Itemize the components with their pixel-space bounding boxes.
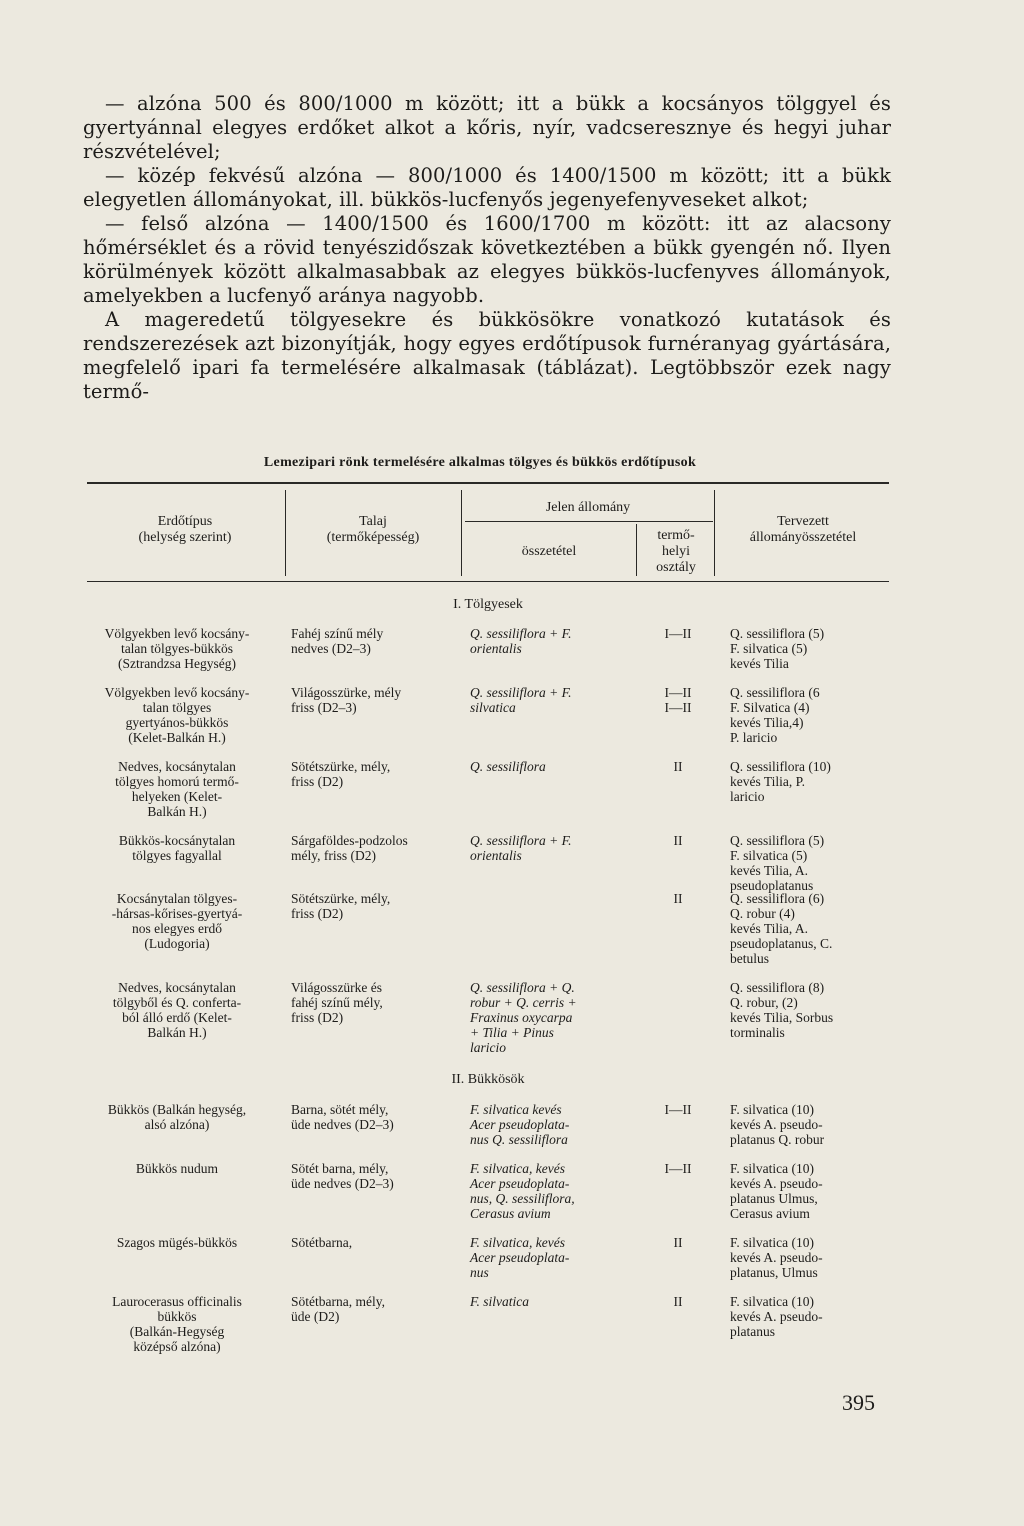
table-cell: II: [673, 833, 683, 848]
header-divider: [285, 490, 286, 576]
body-text: [83, 92, 891, 404]
table-header-bottom-rule: [87, 581, 889, 582]
table-cell: F. silvatica (10) kevés A. pseudo- platanus Ulmus, Cerasus avium: [730, 1161, 823, 1221]
table-cell: Sötét barna, mély, üde nedves (D2–3): [291, 1161, 394, 1191]
table-cell: I—II: [664, 1161, 692, 1176]
table-cell: Sötétszürke, mély, friss (D2): [291, 891, 391, 921]
header-soil: Talaj (termőképesség): [326, 514, 420, 545]
header-composition: összetétel: [521, 544, 577, 559]
table-cell: Barna, sötét mély, üde nedves (D2–3): [291, 1102, 394, 1132]
table-cell: I—II: [664, 626, 692, 641]
paragraph: — felső alzóna — 1400/1500 és 1600/1700 m között: itt az alacsony hőmérséklet és a rövid tenyészidőszak következtében a bükk gyengén nő. Ilyen körülmények között alkalmasabbak az elegyes bükkös-lucfenyves állományok, amelyekben a lucfenyő aránya nagyobb.: [83, 212, 891, 307]
header-class: termő- helyi osztály: [656, 528, 696, 575]
table-cell: Sötétbarna, mély, üde (D2): [291, 1294, 385, 1324]
table-cell: Sárgaföldes-podzolos mély, friss (D2): [291, 833, 408, 863]
table-cell: Q. sessiliflora (5) F. silvatica (5) kevés Tilia: [730, 626, 825, 671]
paragraph: — közép fekvésű alzóna — 800/1000 és 1400/1500 m között; itt a bükk elegyetlen állományokat, ill. bükkös-lucfenyős jegenyefenyveseket alkot;: [83, 164, 891, 211]
header-planned: Tervezett állományösszetétel: [749, 514, 857, 545]
table-cell: F. silvatica (10) kevés A. pseudo- platanus, Ulmus: [730, 1235, 823, 1280]
header-divider: [461, 490, 462, 576]
table-cell: II: [673, 1294, 683, 1309]
table-cell: F. silvatica (10) kevés A. pseudo- platanus Q. robur: [730, 1102, 825, 1147]
table-cell: II: [673, 1235, 683, 1250]
table-cell: Bükkös nudum: [135, 1161, 219, 1176]
table-cell: Q. sessiliflora (10) kevés Tilia, P. laricio: [730, 759, 831, 804]
table-cell: Kocsánytalan tölgyes- -hársas-kőrises-gyertyá- nos elegyes erdő (Ludogoria): [111, 891, 243, 951]
table-cell: F. silvatica: [470, 1294, 529, 1309]
table-cell: II: [673, 891, 683, 906]
table-cell: Nedves, kocsánytalan tölgyes homorú termő- helyeken (Kelet- Balkán H.): [115, 759, 239, 819]
table-cell: Sötétszürke, mély, friss (D2): [291, 759, 391, 789]
paragraph: A mageredetű tölgyesekre és bükkösökre vonatkozó kutatások és rendszerezések azt bizonyítják, hogy egyes erdőtípusok furnéranyag gyártására, megfelelő ipari fa termelésére alkalmasak (táblázat). Legtöbbször ezek nagy termő-: [83, 308, 891, 403]
table-cell: Q. sessiliflora: [470, 759, 546, 774]
current-group-rule: [465, 521, 713, 522]
table-cell: F. silvatica (10) kevés A. pseudo- platanus: [730, 1294, 823, 1339]
table-cell: II: [673, 759, 683, 774]
table-cell: Q. sessiliflora + F. orientalis: [470, 833, 572, 863]
header-divider: [714, 490, 715, 576]
table-cell: Völgyekben levő kocsány- talan tölgyes-bükkös (Sztrandzsa Hegység): [104, 626, 250, 671]
table-cell: Q. sessiliflora + Q. robur + Q. cerris + Fraxinus oxycarpa + Tilia + Pinus laricio: [470, 980, 577, 1055]
table-cell: Szagos mügés-bükkös: [116, 1235, 238, 1250]
table-title: Lemezipari rönk termelésére alkalmas tölgyes és bükkös erdőtípusok: [263, 455, 697, 470]
table-cell: Bükkös-kocsánytalan tölgyes fagyallal: [118, 833, 236, 863]
page-number: 395: [842, 1390, 875, 1415]
table-cell: Laurocerasus officinalis bükkös (Balkán-Hegység középső alzóna): [112, 1294, 242, 1354]
table-cell: Világosszürke, mély friss (D2–3): [291, 685, 402, 715]
table-cell: Q. sessiliflora (6 F. Silvatica (4) kevés Tilia,4) P. laricio: [730, 685, 820, 745]
table-cell: Q. sessiliflora (8) Q. robur, (2) kevés Tilia, Sorbus torminalis: [730, 980, 834, 1040]
table-cell: Völgyekben levő kocsány- talan tölgyes gyertyános-bükkös (Kelet-Balkán H.): [104, 685, 250, 745]
table-cell: Bükkös (Balkán hegység, alsó alzóna): [107, 1102, 247, 1132]
table-cell: Nedves, kocsánytalan tölgyből és Q. conferta- ból álló erdő (Kelet- Balkán H.): [112, 980, 242, 1040]
table-cell: Világosszürke és fahéj színű mély, friss (D2): [291, 980, 383, 1025]
section-title: II. Bükkösök: [451, 1072, 525, 1087]
table-cell: I—II: [664, 1102, 692, 1117]
header-current: Jelen állomány: [545, 500, 631, 515]
header-divider: [636, 524, 637, 576]
section-title: I. Tölgyesek: [453, 597, 523, 612]
table-cell: F. silvatica, kevés Acer pseudoplata- nus: [470, 1235, 570, 1280]
paragraph: — alzóna 500 és 800/1000 m között; itt a bükk a kocsányos tölggyel és gyertyánnal elegyes erdőket alkot a kőris, nyír, vadcseresznye és hegyi juhar részvételével;: [83, 92, 891, 163]
header-type: Erdőtípus (helység szerint): [138, 514, 232, 545]
table-cell: F. silvatica, kevés Acer pseudoplata- nus, Q. sessiliflora, Cerasus avium: [470, 1161, 575, 1221]
table-top-rule: [87, 482, 889, 484]
table-cell: Q. sessiliflora + F. orientalis: [470, 626, 572, 656]
table-cell: Q. sessiliflora (5) F. silvatica (5) kevés Tilia, A. pseudoplatanus: [730, 833, 825, 893]
table-cell: I—II I—II: [664, 685, 692, 715]
table-cell: F. silvatica kevés Acer pseudoplata- nus Q. sessiliflora: [470, 1102, 570, 1147]
table-cell: Fahéj színű mély nedves (D2–3): [291, 626, 384, 656]
table-cell: Q. sessiliflora + F. silvatica: [470, 685, 572, 715]
table-cell: Q. sessiliflora (6) Q. robur (4) kevés Tilia, A. pseudoplatanus, C. betulus: [730, 891, 833, 966]
table-cell: Sötétbarna,: [291, 1235, 353, 1250]
